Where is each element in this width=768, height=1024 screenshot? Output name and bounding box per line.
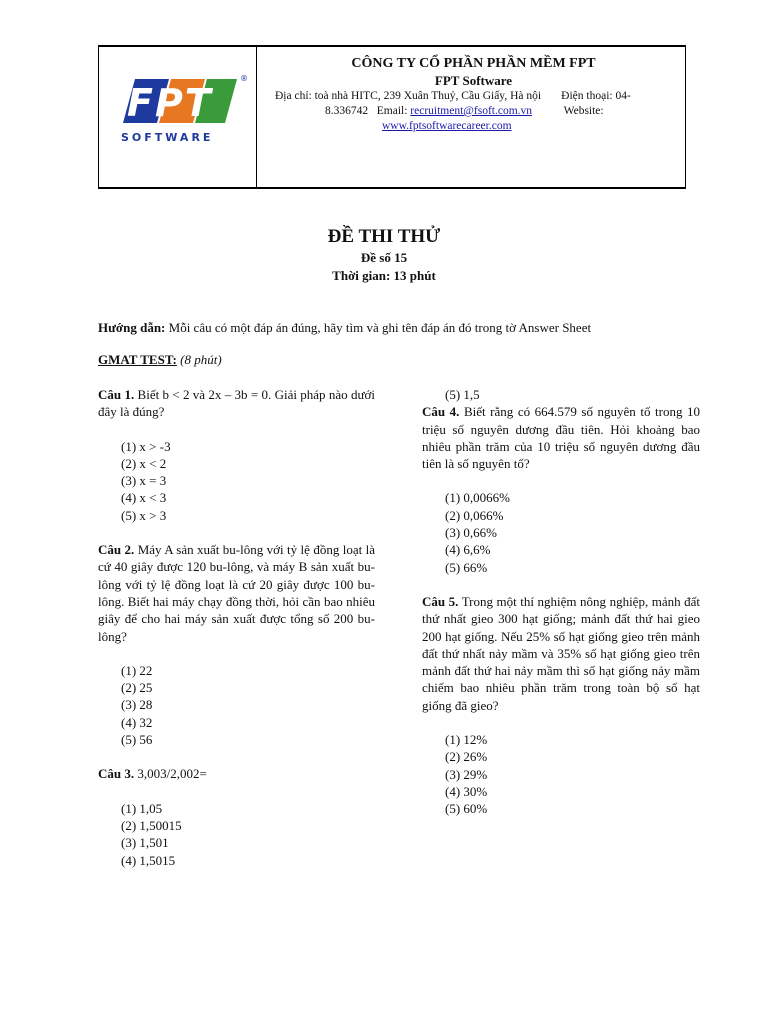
- website-link[interactable]: www.fptsoftwarecareer.com: [382, 120, 512, 132]
- question-label: Câu 3.: [98, 766, 135, 782]
- question-4: [422, 403, 700, 472]
- header-divider: [256, 47, 257, 187]
- company-address-block: [271, 89, 676, 134]
- question-text: Trong một thí nghiệm nông nghiệp, mảnh đất thứ nhất gieo 300 hạt giống; mảnh đất thứ hai gieo 200 hạt giống. Nếu 25% số hạt giống gieo trên mảnh đất thứ nhất nảy mầm và 35% số hạt giống gieo trên mảnh đất thứ hai nảy mầm thì số hạt giống nảy mầm chiếm bao nhiêu phần trăm trong toàn bộ số hạt giống đã gieo?: [422, 593, 701, 713]
- company-info: [271, 55, 676, 134]
- option: (2) 0,066%: [445, 507, 504, 523]
- option: (1) 12%: [445, 732, 488, 748]
- option: (2) 25: [121, 680, 153, 696]
- section-heading: [98, 352, 222, 368]
- question-5: [422, 593, 700, 714]
- option: (5) 56: [121, 732, 153, 748]
- question-label: Câu 1.: [98, 387, 135, 402]
- option: (2) x < 2: [121, 455, 167, 471]
- option: (2) 26%: [445, 749, 488, 765]
- question-text: Biết b < 2 và 2x – 3b = 0. Giải pháp nào dưới đây là đúng?: [98, 387, 376, 420]
- phone-label: Điện thoại: 04-: [561, 90, 631, 102]
- email-link[interactable]: recruitment@fsoft.com.vn: [410, 105, 533, 117]
- option: (1) 22: [121, 662, 153, 678]
- option: (4) 30%: [445, 783, 488, 799]
- option: (2) 1,50015: [121, 817, 182, 833]
- left-column: [98, 386, 375, 869]
- option: (5) 66%: [445, 559, 488, 575]
- option: (3) 29%: [445, 766, 488, 782]
- instructions-label: Hướng dẫn:: [98, 320, 166, 335]
- option: (3) 0,66%: [445, 525, 497, 541]
- option: (1) 0,0066%: [445, 490, 510, 506]
- logo-subtext: SOFTWARE: [121, 131, 214, 144]
- option: (5) 1,5: [445, 387, 480, 402]
- option: (3) x = 3: [121, 473, 167, 489]
- phone-number: 8.336742: [325, 105, 369, 117]
- letterhead: [98, 45, 686, 189]
- logo-text: FPT: [127, 81, 213, 125]
- question-text: 3,003/2,002=: [137, 766, 207, 782]
- option: (4) 32: [121, 714, 153, 730]
- option: (1) 1,05: [121, 800, 163, 816]
- question-label: Câu 5.: [422, 593, 459, 609]
- logo-registered: ®: [240, 74, 248, 83]
- right-column: [422, 386, 700, 818]
- company-english-name: FPT Software: [434, 73, 513, 88]
- option: (4) 1,5015: [121, 852, 176, 868]
- option: (3) 1,501: [121, 835, 169, 851]
- question-1: [98, 386, 375, 421]
- question-4-options: [422, 489, 700, 575]
- option: (3) 28: [121, 697, 153, 713]
- instructions: [98, 320, 591, 336]
- email-label: Email:: [376, 105, 408, 117]
- question-label: Câu 2.: [98, 542, 135, 558]
- website-label: Website:: [563, 105, 604, 117]
- address: Địa chỉ: toà nhà HITC, 239 Xuân Thuỷ, Cầu Giấy, Hà nội: [275, 90, 542, 102]
- question-2: [98, 541, 375, 645]
- exam-number: Đề số 15: [360, 250, 408, 265]
- fpt-software-logo: [117, 69, 247, 147]
- option: (4) x < 3: [121, 490, 167, 506]
- question-3-options: [98, 800, 375, 869]
- section-time: (8 phút): [180, 352, 222, 367]
- option: (1) x > -3: [121, 438, 171, 454]
- section-name: GMAT TEST:: [98, 352, 177, 367]
- option: (4) 6,6%: [445, 542, 491, 558]
- question-1-options: [98, 438, 375, 524]
- company-name: CÔNG TY CỔ PHẦN PHẦN MỀM FPT: [351, 56, 596, 71]
- question-3-options-continued: [422, 386, 700, 403]
- question-3: [98, 765, 375, 782]
- option: (5) 60%: [445, 801, 488, 817]
- question-label: Câu 4.: [422, 404, 460, 420]
- option: (5) x > 3: [121, 507, 167, 523]
- exam-time: Thời gian: 13 phút: [332, 268, 436, 283]
- question-text: Biết rằng có 664.579 số nguyên tố trong 10 triệu số nguyên dương đầu tiên. Hỏi khoảng bao nhiêu phần trăm của 10 triệu số nguyên dương đầu tiên là số nguyên tố?: [422, 404, 700, 472]
- question-text: Máy A sản xuất bu-lông với tỷ lệ đồng loạt là cứ 40 giây được 120 bu-lông, và máy B sản xuất bu-lông với tỷ lệ đồng loạt là cứ 20 giây được 100 bu-lông. Biết hai máy chạy đồng thời, hỏi cần bao nhiêu giây để cho hai máy sản xuất được tổng số 200 bu-lông?: [98, 542, 376, 644]
- question-5-options: [422, 731, 700, 817]
- exam-title: ĐỀ THI THỬ: [327, 226, 441, 247]
- instructions-text: Mỗi câu có một đáp án đúng, hãy tìm và ghi tên đáp án đó trong tờ Answer Sheet: [168, 320, 592, 335]
- question-2-options: [98, 662, 375, 748]
